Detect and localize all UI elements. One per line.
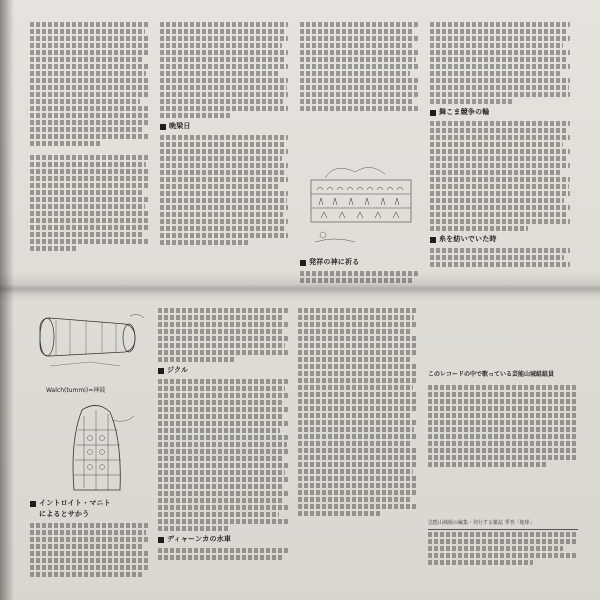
heading-waterwheel: ディャーンカの水車 [158, 535, 288, 544]
heading-sleep-bath: 晩梁日 [160, 122, 288, 131]
performers-title: このレコードの中で歌っている芸能山城組組員 [428, 371, 555, 378]
credit-title: 芸能山城組の編集・発行する雑誌 季刊「地球」 [428, 520, 535, 526]
magazine-credit [428, 520, 578, 565]
heading-jikr: ジクル [158, 366, 288, 375]
lower-text-column-2 [158, 308, 288, 560]
lower-text-column-1 [30, 495, 150, 577]
upper-text-column-4 [430, 22, 570, 267]
heading-introit-line2: によるとサかう [39, 510, 90, 518]
performers-list [428, 370, 578, 467]
center-fold [0, 272, 600, 302]
ceremony-illustration [305, 150, 417, 250]
upper-text-column-3 [300, 22, 418, 111]
lower-text-column-3 [298, 308, 418, 516]
drum-illustration [30, 308, 150, 378]
heading-spinning-race: 舞こま競争の輪 [430, 108, 570, 117]
costume-figure-illustration [52, 400, 142, 495]
upper-text-column-1 [30, 22, 150, 251]
heading-prayer: 発祥の神に祈る [300, 258, 418, 267]
heading-introit: イントロイト・マニト [30, 499, 150, 508]
heading-spinning-thread: 糸を紡いでいた時 [430, 235, 570, 244]
drum-caption: Walch(tummi)=神鼓 [46, 387, 106, 394]
upper-text-column-2 [160, 22, 288, 245]
